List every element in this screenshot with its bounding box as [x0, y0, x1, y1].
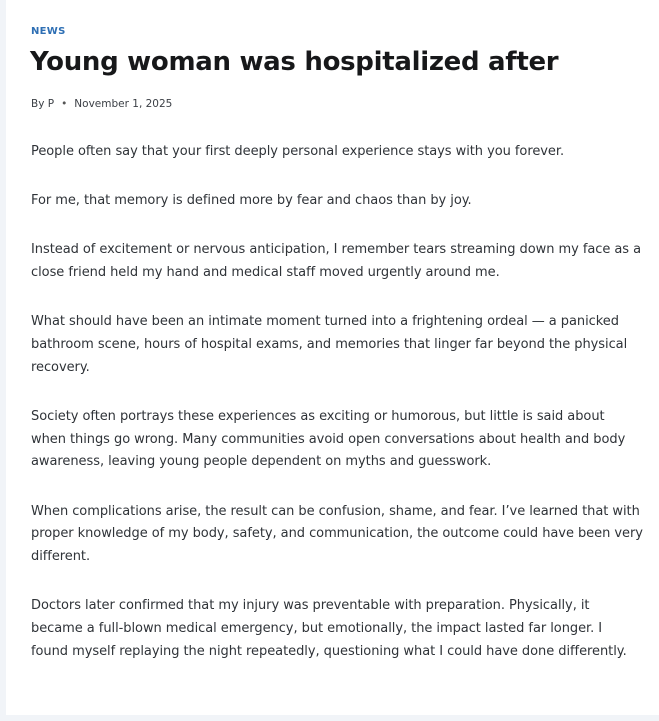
- article-paragraph: Doctors later confirmed that my injury was preventable with preparation. Physically, it became a full-blown medical emergency, but emotionally, the impact lasted far longer. I found myself replaying the night repeatedly, questioning what I could have done differently.: [31, 598, 627, 659]
- article-paragraph: People often say that your first deeply personal experience stays with you forever.: [31, 144, 565, 159]
- article-title: Young woman was hospitalized after: [30, 47, 559, 77]
- category-link[interactable]: NEWS: [31, 26, 66, 37]
- article-meta: [31, 98, 172, 110]
- article-paragraph: Society often portrays these experiences as exciting or humorous, but little is said about when things go wrong. Many communities avoid open conversations about health and body awareness, leaving young people dependent on myths and guesswork.: [31, 408, 626, 470]
- article-paragraph: For me, that memory is defined more by fear and chaos than by joy.: [31, 193, 472, 209]
- meta-separator: •: [61, 98, 68, 110]
- article-paragraph: When complications arise, the result can be confusion, shame, and fear. I’ve learned that with proper knowledge of my body, safety, and communication, the outcome could have been very different.: [31, 503, 643, 564]
- article-paragraph: What should have been an intimate moment turned into a frightening ordeal — a panicked bathroom scene, hours of hospital exams, and memories that linger far beyond the physical recovery.: [31, 314, 628, 375]
- article-paragraph: Instead of excitement or nervous anticipation, I remember tears streaming down my face as a close friend held my hand and medical staff moved urgently around me.: [31, 242, 642, 281]
- article-page: [6, 0, 659, 715]
- author-byline[interactable]: By P: [31, 98, 55, 110]
- article-body: [31, 141, 643, 690]
- publish-date: November 1, 2025: [74, 98, 173, 110]
